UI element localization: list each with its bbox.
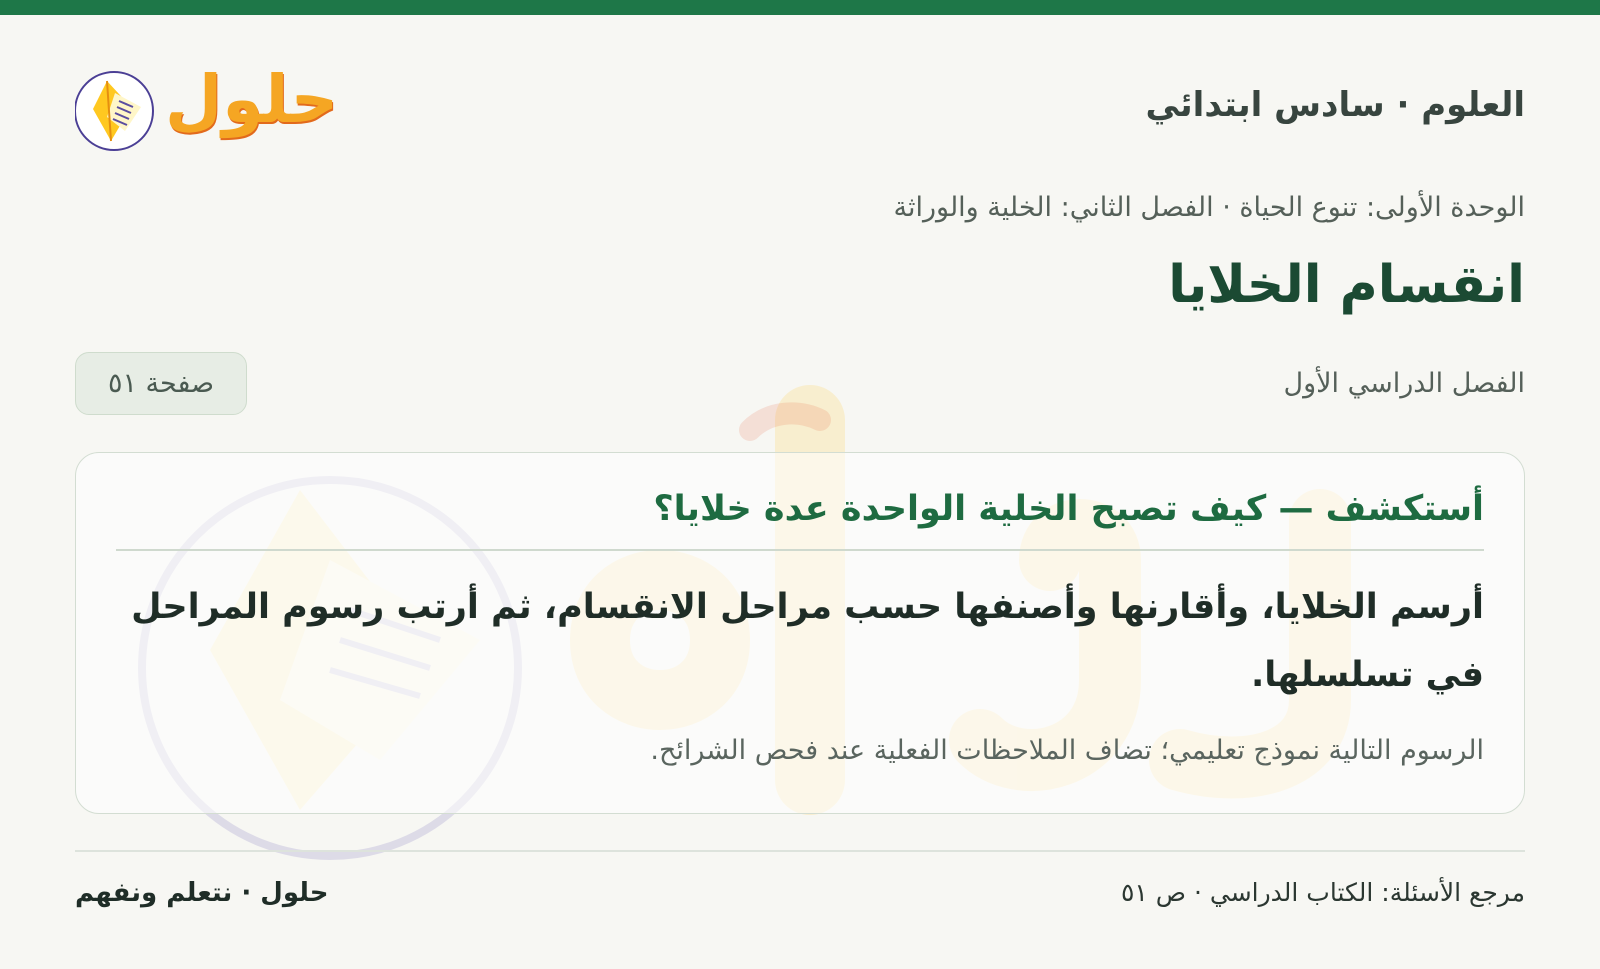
subject-title: العلوم · سادس ابتدائي: [1145, 85, 1525, 125]
explore-card: [75, 452, 1525, 814]
semester-label: الفصل الدراسي الأول: [1283, 368, 1525, 399]
header: [75, 55, 1525, 155]
footer-brand: حلول · نتعلم ونفهم: [75, 878, 329, 908]
card-title: أستكشف — كيف تصبح الخلية الواحدة عدة خلايا؟: [653, 489, 1484, 529]
card-note: الرسوم التالية نموذج تعليمي؛ تضاف الملاحظات الفعلية عند فحص الشرائح.: [650, 735, 1484, 766]
brand-logo[interactable]: [75, 55, 339, 155]
logo-text: حلول: [165, 61, 339, 138]
top-accent-bar: [0, 0, 1600, 15]
page-title: انقسام الخلايا: [1168, 255, 1525, 315]
footer-reference: مرجع الأسئلة: الكتاب الدراسي · ص ٥١: [1120, 878, 1525, 907]
card-body: أرسم الخلايا، وأقارنها وأصنفها حسب مراحل الانقسام، ثم أرتب رسوم المراحل في تسلسلها.: [131, 587, 1484, 695]
page-number-badge: صفحة ٥١: [75, 352, 247, 415]
footer-divider: [75, 850, 1525, 852]
card-divider: [116, 549, 1484, 551]
breadcrumb: الوحدة الأولى: تنوع الحياة · الفصل الثاني: الخلية والوراثة: [893, 192, 1525, 223]
